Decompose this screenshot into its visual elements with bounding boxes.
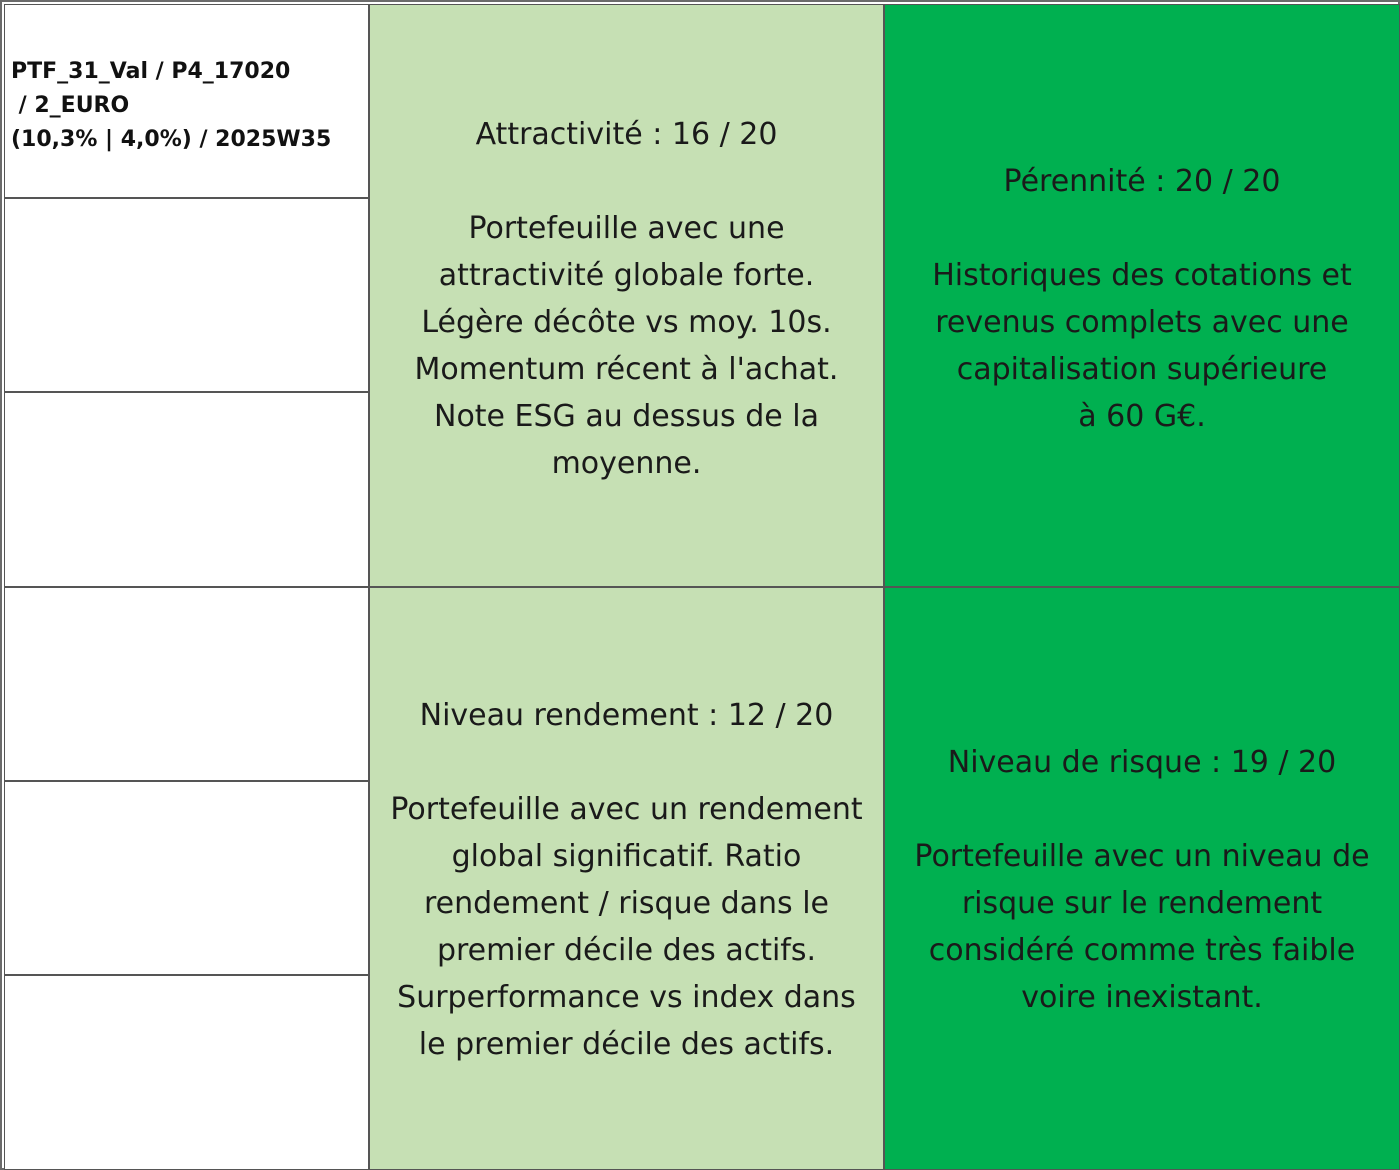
empty-cell xyxy=(4,392,369,587)
portfolio-id: PTF_31_Val / P4_17020 xyxy=(11,59,291,84)
rendement-description xyxy=(390,786,862,1068)
risque-content xyxy=(885,739,1399,1021)
portfolio-currency: / 2_EURO xyxy=(11,93,130,118)
empty-cell xyxy=(4,587,369,781)
risque-description xyxy=(914,833,1369,1021)
desc-line: capitalisation supérieure xyxy=(956,352,1328,387)
perennite-content xyxy=(885,158,1399,440)
desc-line: Légère décôte vs moy. 10s. xyxy=(421,305,832,340)
desc-line: Surperformance vs index dans xyxy=(397,980,856,1015)
attractivite-title: Attractivité : 16 / 20 xyxy=(475,117,778,152)
desc-line: rendement / risque dans le xyxy=(423,886,829,921)
desc-line: moyenne. xyxy=(551,446,702,481)
portfolio-header-cell xyxy=(4,4,369,198)
attractivite-cell xyxy=(369,4,884,587)
portfolio-stats: (10,3% | 4,0%) / 2025W35 xyxy=(11,127,332,152)
rendement-content xyxy=(370,692,883,1068)
empty-cell xyxy=(4,198,369,392)
desc-line: Historiques des cotations et xyxy=(932,258,1352,293)
attractivite-description xyxy=(415,205,839,487)
desc-line: attractivité globale forte. xyxy=(438,258,815,293)
perennite-description xyxy=(932,252,1352,440)
perennite-title: Pérennité : 20 / 20 xyxy=(1003,164,1281,199)
risque-title: Niveau de risque : 19 / 20 xyxy=(947,745,1337,780)
desc-line: risque sur le rendement xyxy=(961,886,1323,921)
portfolio-header xyxy=(11,55,331,157)
desc-line: revenus complets avec une xyxy=(935,305,1349,340)
desc-line: voire inexistant. xyxy=(1021,980,1263,1015)
rendement-cell xyxy=(369,587,884,1170)
desc-line: Portefeuille avec un niveau de xyxy=(914,839,1370,874)
perennite-cell xyxy=(884,4,1400,587)
desc-line: considéré comme très faible xyxy=(928,933,1356,968)
desc-line: Portefeuille avec une xyxy=(468,211,785,246)
desc-line: premier décile des actifs. xyxy=(436,933,817,968)
desc-line: Note ESG au dessus de la xyxy=(434,399,819,434)
desc-line: Momentum récent à l'achat. xyxy=(414,352,839,387)
desc-line: le premier décile des actifs. xyxy=(418,1027,835,1062)
rendement-title: Niveau rendement : 12 / 20 xyxy=(419,698,834,733)
desc-line: global significatif. Ratio xyxy=(451,839,802,874)
attractivite-content xyxy=(370,111,883,487)
desc-line: Portefeuille avec un rendement xyxy=(390,792,863,827)
empty-cell xyxy=(4,781,369,975)
risque-cell xyxy=(884,587,1400,1170)
empty-cell xyxy=(4,975,369,1170)
desc-line: à 60 G€. xyxy=(1078,399,1206,434)
